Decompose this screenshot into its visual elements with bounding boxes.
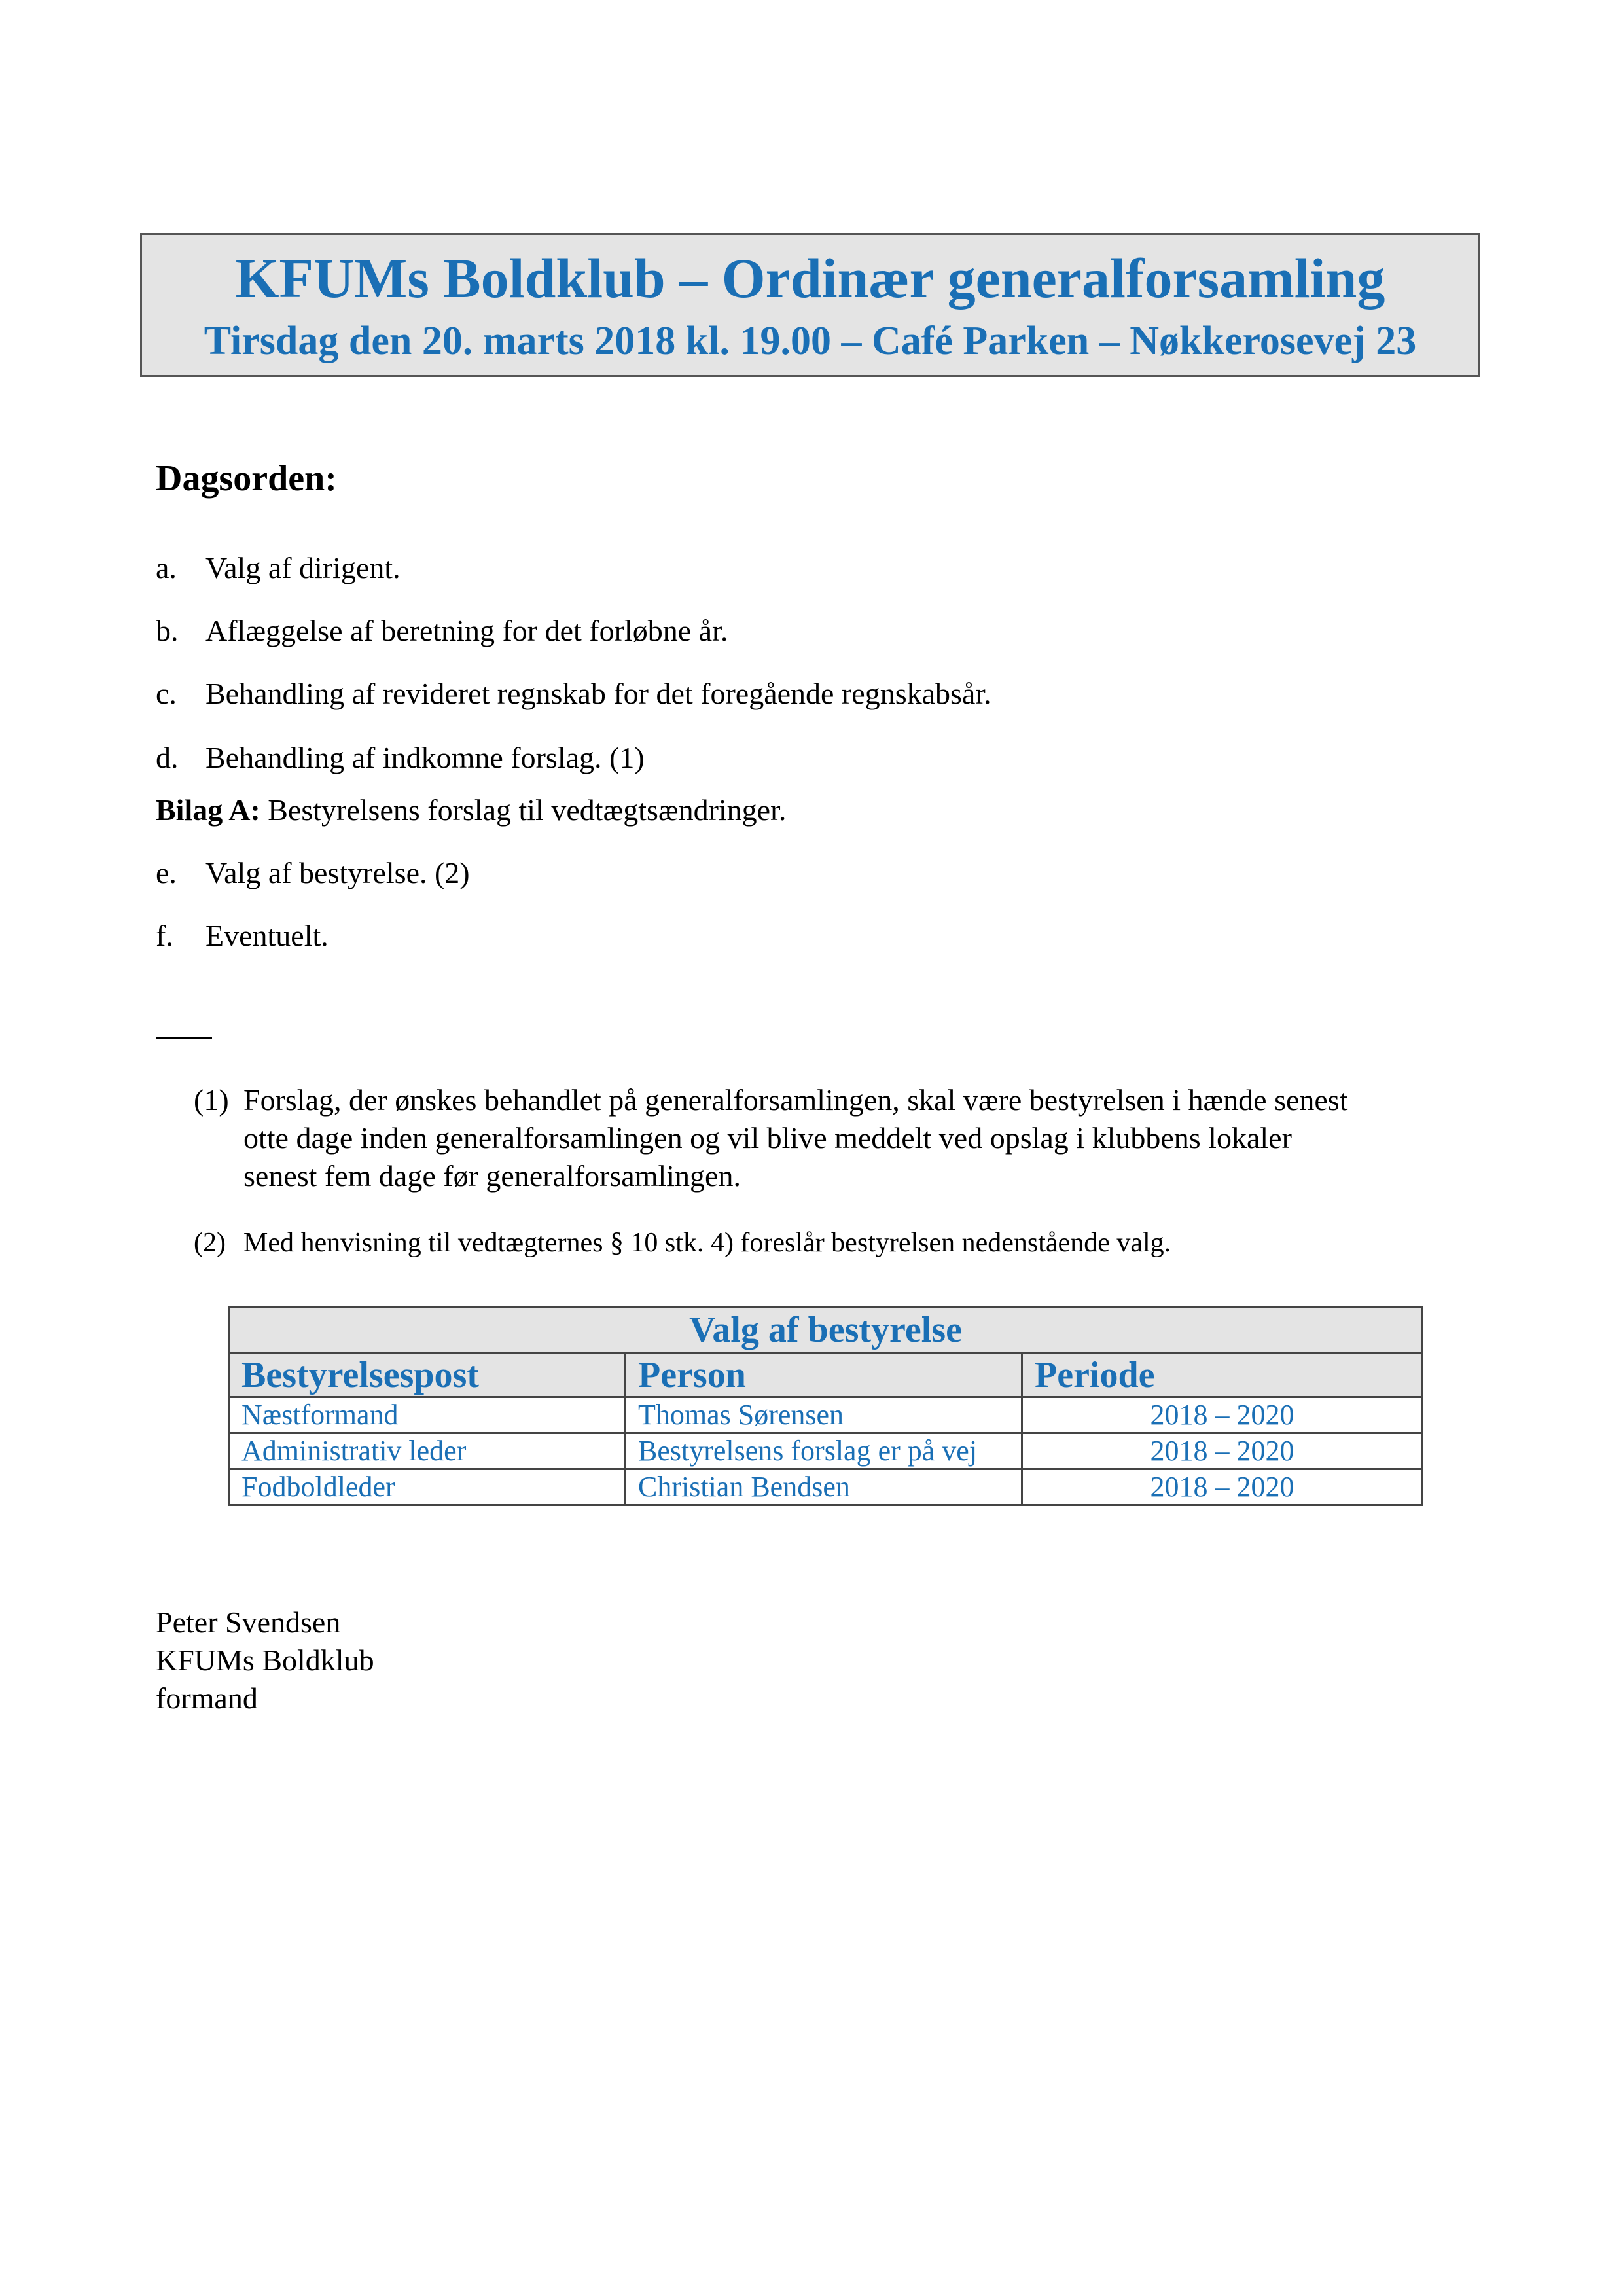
agenda-item-text: Aflæggelse af beretning for det forløbne år. — [205, 614, 728, 647]
agenda-item-letter: f. — [156, 919, 173, 952]
signature-block — [156, 1604, 374, 1717]
bilag-text: Bestyrelsens forslag til vedtægtsændringer. — [260, 793, 787, 827]
table-cell-person: Christian Bendsen — [626, 1469, 1022, 1505]
table-cell-period: 2018 – 2020 — [1022, 1469, 1423, 1505]
page-title: KFUMs Boldklub – Ordinær generalforsamling — [235, 247, 1385, 310]
signature-name: Peter Svendsen — [156, 1605, 341, 1639]
bilag-line — [156, 792, 786, 829]
agenda-item-text: Valg af bestyrelse. (2) — [205, 856, 470, 889]
column-header-person: Person — [626, 1353, 1022, 1397]
page-subtitle: Tirsdag den 20. marts 2018 kl. 19.00 – Café Parken – Nøkkerosevej 23 — [204, 319, 1417, 363]
footnote-number: (2) — [194, 1228, 226, 1258]
footnote-line: Forslag, der ønskes behandlet på generalforsamlingen, skal være bestyrelsen i hænde senest — [243, 1083, 1348, 1117]
signature-club: KFUMs Boldklub — [156, 1643, 374, 1677]
agenda-item-text: Behandling af indkomne forslag. (1) — [205, 741, 645, 774]
footnote-line: Med henvisning til vedtægternes § 10 stk. 4) foreslår bestyrelsen nedenstående valg. — [243, 1228, 1171, 1258]
table-cell-post: Næstformand — [229, 1397, 626, 1433]
footnote-line: otte dage inden generalforsamlingen og vil blive meddelt ved opslag i klubbens lokaler — [243, 1121, 1292, 1155]
footnote-text — [243, 1225, 1526, 1261]
table-row — [229, 1397, 1423, 1433]
agenda-item-text: Behandling af revideret regnskab for det foregående regnskabsår. — [205, 677, 991, 710]
agenda-heading: Dagsorden: — [156, 458, 337, 499]
table-cell-person: Thomas Sørensen — [626, 1397, 1022, 1433]
agenda-item-letter: e. — [156, 856, 177, 889]
agenda-item-text: Eventuelt. — [205, 919, 329, 952]
agenda-item-letter: a. — [156, 551, 177, 584]
table-cell-period: 2018 – 2020 — [1022, 1397, 1423, 1433]
footnote-number: (1) — [194, 1083, 229, 1117]
table-cell-post: Fodboldleder — [229, 1469, 626, 1505]
table-caption: Valg af bestyrelse — [229, 1308, 1423, 1353]
agenda-item-text: Valg af dirigent. — [205, 551, 401, 584]
agenda-item-letter: d. — [156, 741, 179, 774]
table-caption-row — [229, 1308, 1423, 1353]
table-header-row — [229, 1353, 1423, 1397]
footnote-divider — [156, 1037, 212, 1039]
table-cell-post: Administrativ leder — [229, 1433, 626, 1469]
table-cell-period: 2018 – 2020 — [1022, 1433, 1423, 1469]
table-row — [229, 1433, 1423, 1469]
header-box — [140, 233, 1480, 377]
agenda-item-letter: c. — [156, 677, 177, 710]
agenda-item-letter: b. — [156, 614, 179, 647]
footnote-line: senest fem dage før generalforsamlingen. — [243, 1159, 741, 1193]
signature-role: formand — [156, 1681, 258, 1715]
column-header-period: Periode — [1022, 1353, 1423, 1397]
board-election-table — [228, 1306, 1423, 1506]
bilag-label: Bilag A: — [156, 793, 260, 827]
table-row — [229, 1469, 1423, 1505]
column-header-post: Bestyrelsespost — [229, 1353, 626, 1397]
footnote-text — [243, 1081, 1526, 1195]
table-cell-person: Bestyrelsens forslag er på vej — [626, 1433, 1022, 1469]
